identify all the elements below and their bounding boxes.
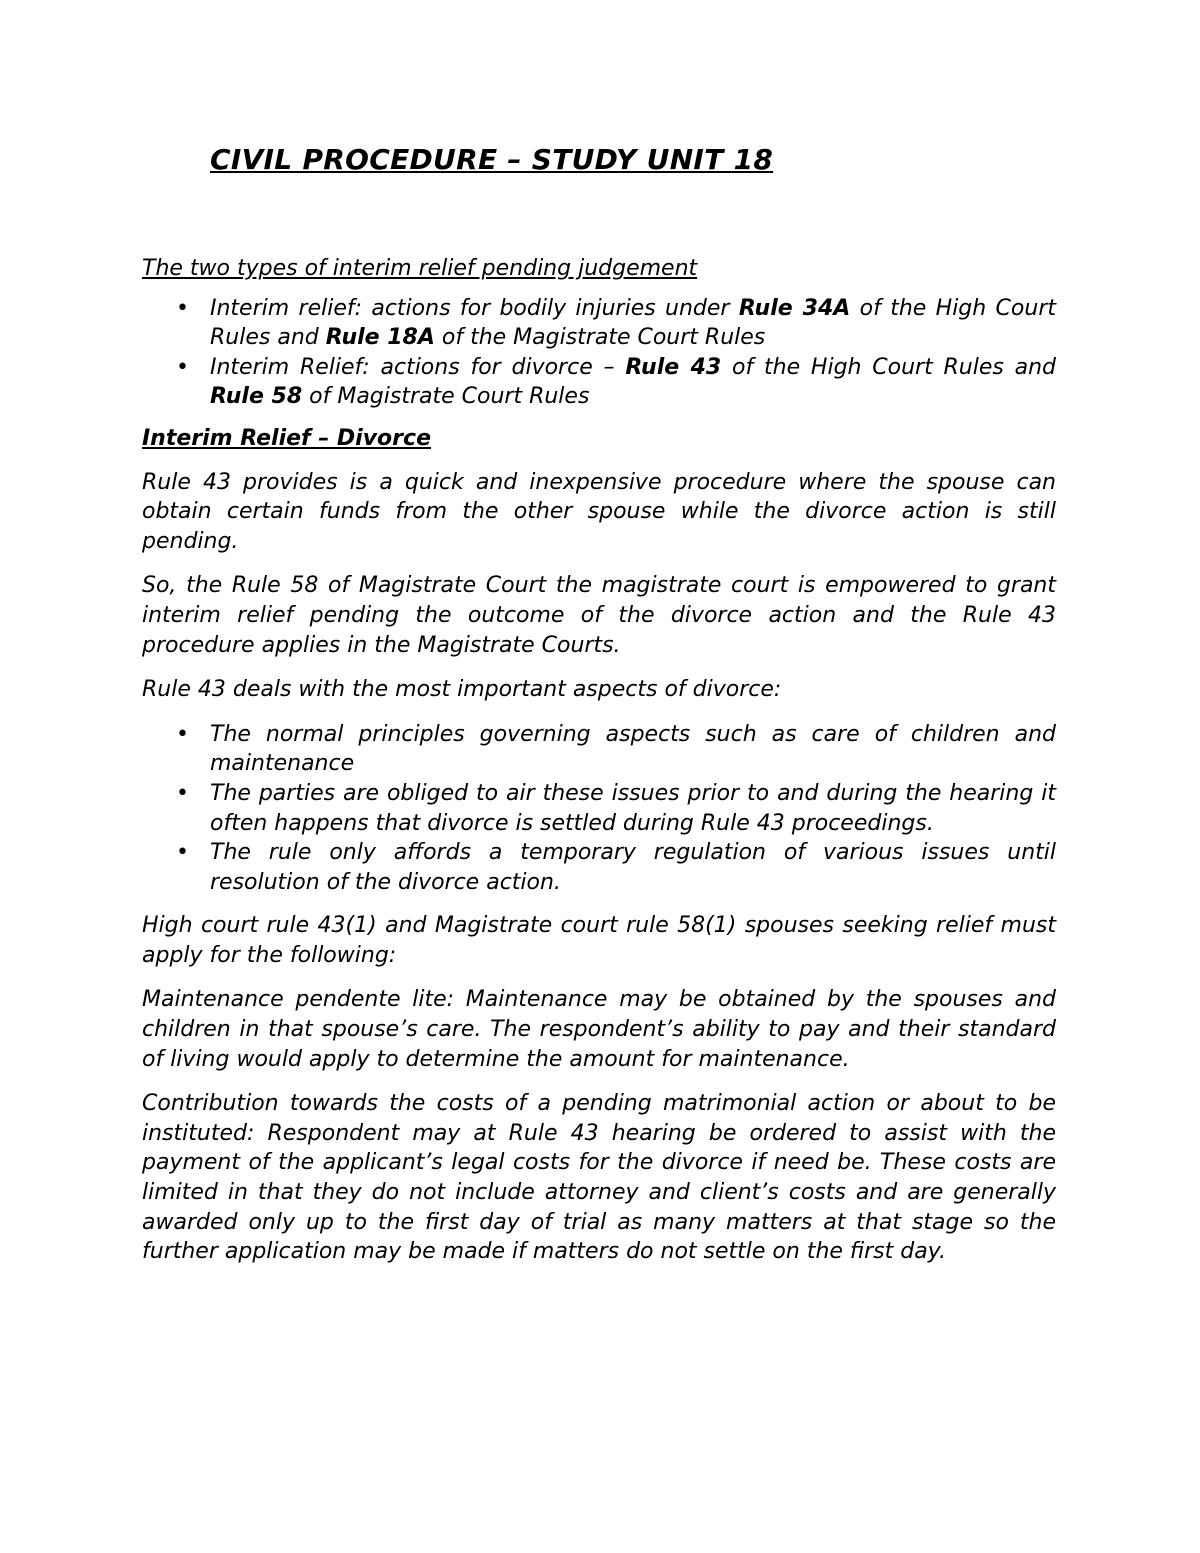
interim-types-list — [142, 294, 1056, 412]
list-item: • Interim Relief: actions for divorce – Rule 43 of the High Court Rules and Rule 58 of Magistrate Court Rules — [176, 354, 1057, 410]
rule-reference: Rule 34A — [738, 295, 851, 321]
divorce-aspects-list — [142, 720, 1056, 898]
list-item: • The normal principles governing aspects such as care of children and maintenance — [176, 721, 1056, 777]
bullet-icon: • — [176, 354, 189, 380]
section-heading: Interim Relief – Divorce — [142, 425, 431, 451]
bullet-icon: • — [176, 840, 189, 866]
paragraph: High court rule 43(1) and Magistrate court rule 58(1) spouses seeking relief must apply for the following: — [142, 913, 1056, 968]
intro-heading: The two types of interim relief pending judgement — [142, 256, 698, 281]
rule-reference: Rule 18A — [325, 325, 435, 351]
paragraph: So, the Rule 58 of Magistrate Court the magistrate court is empowered to grant interim relief pending the outcome of the divorce action and the Rule 43 procedure applies in the Magistrate Courts. — [142, 573, 1056, 658]
paragraph: Rule 43 deals with the most important aspects of divorce: — [142, 677, 782, 703]
bullet-icon: • — [176, 780, 189, 806]
list-item: • The parties are obliged to air these issues prior to and during the hearing it often happens that divorce is settled during Rule 43 proceedings. — [176, 780, 1056, 836]
bullet-icon: • — [176, 295, 189, 321]
document-title: CIVIL PROCEDURE – STUDY UNIT 18 — [210, 143, 774, 176]
paragraph: Rule 43 provides is a quick and inexpensive procedure where the spouse can obtain certain funds from the other spouse while the divorce action is still pending. — [142, 469, 1056, 554]
list-item: • The rule only affords a temporary regulation of various issues until resolution of the divorce action. — [176, 840, 1056, 895]
paragraph: Maintenance pendente lite: Maintenance may be obtained by the spouses and children in that spouse’s care. The respondent’s ability to pay and their standard of living would apply to determine the amount for maintenance. — [142, 987, 1056, 1072]
paragraph: Contribution towards the costs of a pending matrimonial action or about to be instituted: Respondent may at Rule 43 hearing be ordered to assist with the payment of the applicant’s legal costs for the divorce if need be. These costs are limited in that they do not include attorney and client’s costs and are generally awarded only up to the first day of trial as many matters at that stage so the further application may be made if matters do not settle on the first day. — [142, 1091, 1056, 1265]
rule-reference: Rule 58 — [210, 384, 303, 410]
list-item: • Interim relief: actions for bodily injuries under Rule 34A of the High Court Rules and Rule 18A of the Magistrate Court Rules — [176, 295, 1056, 351]
rule-reference: Rule 43 — [625, 354, 722, 380]
bullet-icon: • — [176, 721, 189, 747]
document-page — [142, 140, 1056, 1282]
